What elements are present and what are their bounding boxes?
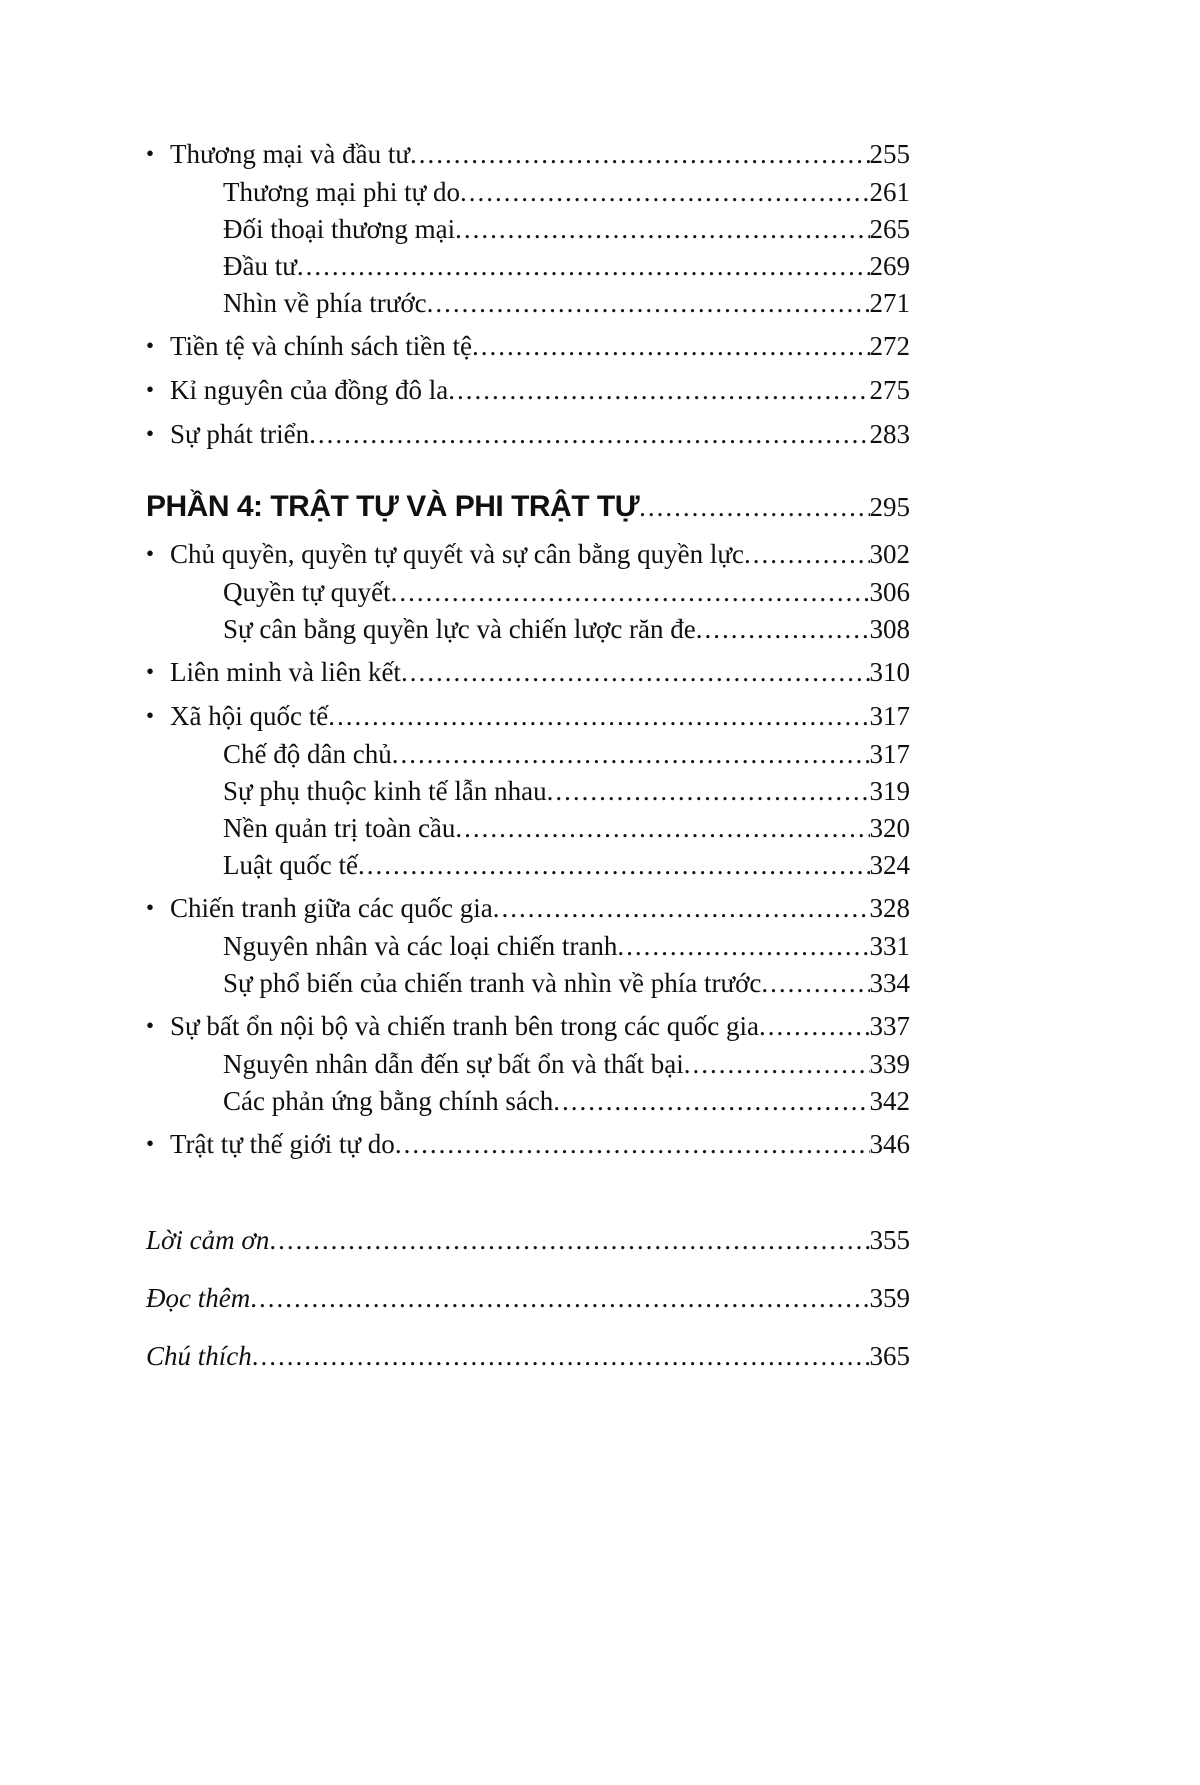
toc-row: [146, 211, 910, 248]
toc-page-number: 346: [869, 1129, 910, 1159]
toc-page-number: 320: [869, 813, 910, 843]
toc-page-number: 295: [869, 492, 910, 522]
toc-leader-dots: [297, 248, 870, 285]
toc-leader-dots: [395, 1126, 870, 1163]
toc-entry-label: Nguyên nhân và các loại chiến tranh: [223, 931, 618, 961]
toc-entry-label: Thương mại phi tự do: [223, 177, 461, 207]
toc-leader-dots: [358, 847, 870, 884]
toc-row: [146, 372, 910, 410]
toc-page-number: 328: [869, 893, 910, 923]
toc-page-number: 310: [869, 657, 910, 687]
toc-row: [146, 773, 910, 810]
toc-entry-label: Tiền tệ và chính sách tiền tệ: [170, 331, 472, 361]
toc-entry-label: Nền quản trị toàn cầu: [223, 813, 456, 843]
toc-page-number: 317: [869, 701, 910, 731]
toc-page-number: 265: [869, 214, 910, 244]
toc-row: [146, 654, 910, 692]
bullet-icon: •: [146, 421, 155, 446]
toc-entry-label: Chế độ dân chủ: [223, 739, 392, 769]
toc-page-number: 255: [869, 139, 910, 169]
toc-leader-dots: [427, 285, 870, 322]
toc-row: [146, 328, 910, 366]
toc-page-number: 339: [869, 1049, 910, 1079]
toc-leader-dots: [696, 611, 870, 648]
toc-leader-dots: [309, 416, 869, 453]
toc-page-number: 342: [869, 1086, 910, 1116]
toc-row: [146, 928, 910, 965]
toc-row: [146, 1126, 910, 1164]
toc-page-number: 261: [869, 177, 910, 207]
toc-row: [146, 285, 910, 322]
toc-leader-dots: [455, 810, 869, 847]
toc-entry-label: Đọc thêm: [146, 1283, 251, 1313]
toc-leader-dots: [269, 1222, 869, 1259]
toc-page-number: 337: [869, 1011, 910, 1041]
toc-leader-dots: [472, 328, 870, 365]
toc-row: [146, 890, 910, 928]
toc-page-number: 308: [869, 614, 910, 644]
toc-page-number: 306: [869, 577, 910, 607]
toc-leader-dots: [392, 736, 870, 773]
toc-entry-label: Đối thoại thương mại: [223, 214, 456, 244]
toc-row: [146, 698, 910, 736]
toc-page-number: 275: [869, 375, 910, 405]
toc-entry-label: Các phản ứng bằng chính sách: [223, 1086, 554, 1116]
toc-page-number: 271: [869, 288, 910, 318]
toc-entry-label: Đầu tư: [223, 251, 297, 281]
toc-page-number: 319: [869, 776, 910, 806]
toc-entry-label: Thương mại và đầu tư: [170, 139, 410, 169]
toc-page-number: 272: [869, 331, 910, 361]
bullet-icon: •: [146, 541, 155, 566]
toc-entry-label: Chú thích: [146, 1341, 252, 1371]
toc-page-number: 365: [869, 1341, 910, 1371]
toc-leader-dots: [493, 890, 870, 927]
toc-row: [146, 574, 910, 611]
toc-row: [146, 736, 910, 773]
toc-leader-dots: [401, 654, 870, 691]
toc-leader-dots: [410, 136, 870, 173]
bullet-icon: •: [146, 333, 155, 358]
toc-page-number: 317: [869, 739, 910, 769]
toc-entry-label: Kỉ nguyên của đồng đô la: [170, 375, 449, 405]
toc-list: [146, 136, 910, 1164]
toc-entry-label: Lời cảm ơn: [146, 1225, 270, 1255]
bullet-icon: •: [146, 895, 155, 920]
toc-page-number: 331: [869, 931, 910, 961]
toc-row: [146, 136, 910, 174]
toc-entry-label: Liên minh và liên kết: [170, 657, 401, 687]
toc-leader-dots: [744, 536, 869, 573]
toc-leader-dots: [391, 574, 870, 611]
toc-row: [146, 1008, 910, 1046]
toc-leader-dots: [448, 372, 869, 409]
toc-leader-dots: [460, 174, 869, 211]
toc-row: [146, 965, 910, 1002]
toc-section-heading-row: [146, 488, 910, 526]
toc-entry-label: Nhìn về phía trước: [223, 288, 427, 318]
toc-leader-dots: [617, 928, 869, 965]
toc-page-number: 359: [869, 1283, 910, 1313]
toc-row: [146, 416, 910, 454]
section-heading: PHẦN 4: TRẬT TỰ VÀ PHI TRẬT TỰ: [146, 490, 640, 523]
toc-row: [146, 1083, 910, 1120]
toc-entry-label: Chủ quyền, quyền tự quyết và sự cân bằng quyền lực: [170, 539, 745, 569]
toc-leader-dots: [553, 1083, 869, 1120]
toc-leader-dots: [328, 698, 869, 735]
toc-entry-label: Sự phổ biến của chiến tranh và nhìn về phía trước: [223, 968, 762, 998]
toc-row: [146, 1280, 910, 1317]
bullet-icon: •: [146, 703, 155, 728]
toc-row: [146, 536, 910, 574]
toc-entry-label: Sự bất ổn nội bộ và chiến tranh bên trong các quốc gia: [170, 1011, 759, 1041]
toc-entry-label: Chiến tranh giữa các quốc gia: [170, 893, 493, 923]
toc-entry-label: Xã hội quốc tế: [170, 701, 329, 731]
toc-page-number: 324: [869, 850, 910, 880]
toc-row: [146, 611, 910, 648]
toc-entry-label: Luật quốc tế: [223, 850, 358, 880]
toc-row: [146, 248, 910, 285]
toc-leader-dots: [547, 773, 870, 810]
bullet-icon: •: [146, 1013, 155, 1038]
toc-leader-dots: [455, 211, 869, 248]
toc-page-number: 302: [869, 539, 910, 569]
toc-entry-label: Quyền tự quyết: [223, 577, 391, 607]
toc-entry-label: Sự phụ thuộc kinh tế lẫn nhau: [223, 776, 547, 806]
toc-entry-label: Trật tự thế giới tự do: [170, 1129, 395, 1159]
toc-row: [146, 810, 910, 847]
toc-row: [146, 1046, 910, 1083]
toc-page-number: 283: [869, 419, 910, 449]
toc-page-number: 334: [869, 968, 910, 998]
toc-row: [146, 1338, 910, 1375]
bullet-icon: •: [146, 377, 155, 402]
toc-entry-label: Nguyên nhân dẫn đến sự bất ổn và thất bại: [223, 1049, 684, 1079]
toc-row: [146, 847, 910, 884]
toc-page-number: 355: [869, 1225, 910, 1255]
toc-leader-dots: [252, 1338, 870, 1375]
toc-leader-dots: [250, 1280, 869, 1317]
bullet-icon: •: [146, 1131, 155, 1156]
toc-leader-dots: [639, 489, 869, 526]
toc-leader-dots: [684, 1046, 870, 1083]
bullet-icon: •: [146, 141, 155, 166]
toc-page-number: 269: [869, 251, 910, 281]
backmatter-section: [146, 1222, 910, 1375]
toc-entry-label: Sự cân bằng quyền lực và chiến lược răn đe: [223, 614, 696, 644]
toc-entry-label: Sự phát triển: [170, 419, 310, 449]
toc-leader-dots: [761, 965, 869, 1002]
toc-row: [146, 174, 910, 211]
toc-leader-dots: [759, 1008, 870, 1045]
bullet-icon: •: [146, 659, 155, 684]
toc-row: [146, 1222, 910, 1259]
